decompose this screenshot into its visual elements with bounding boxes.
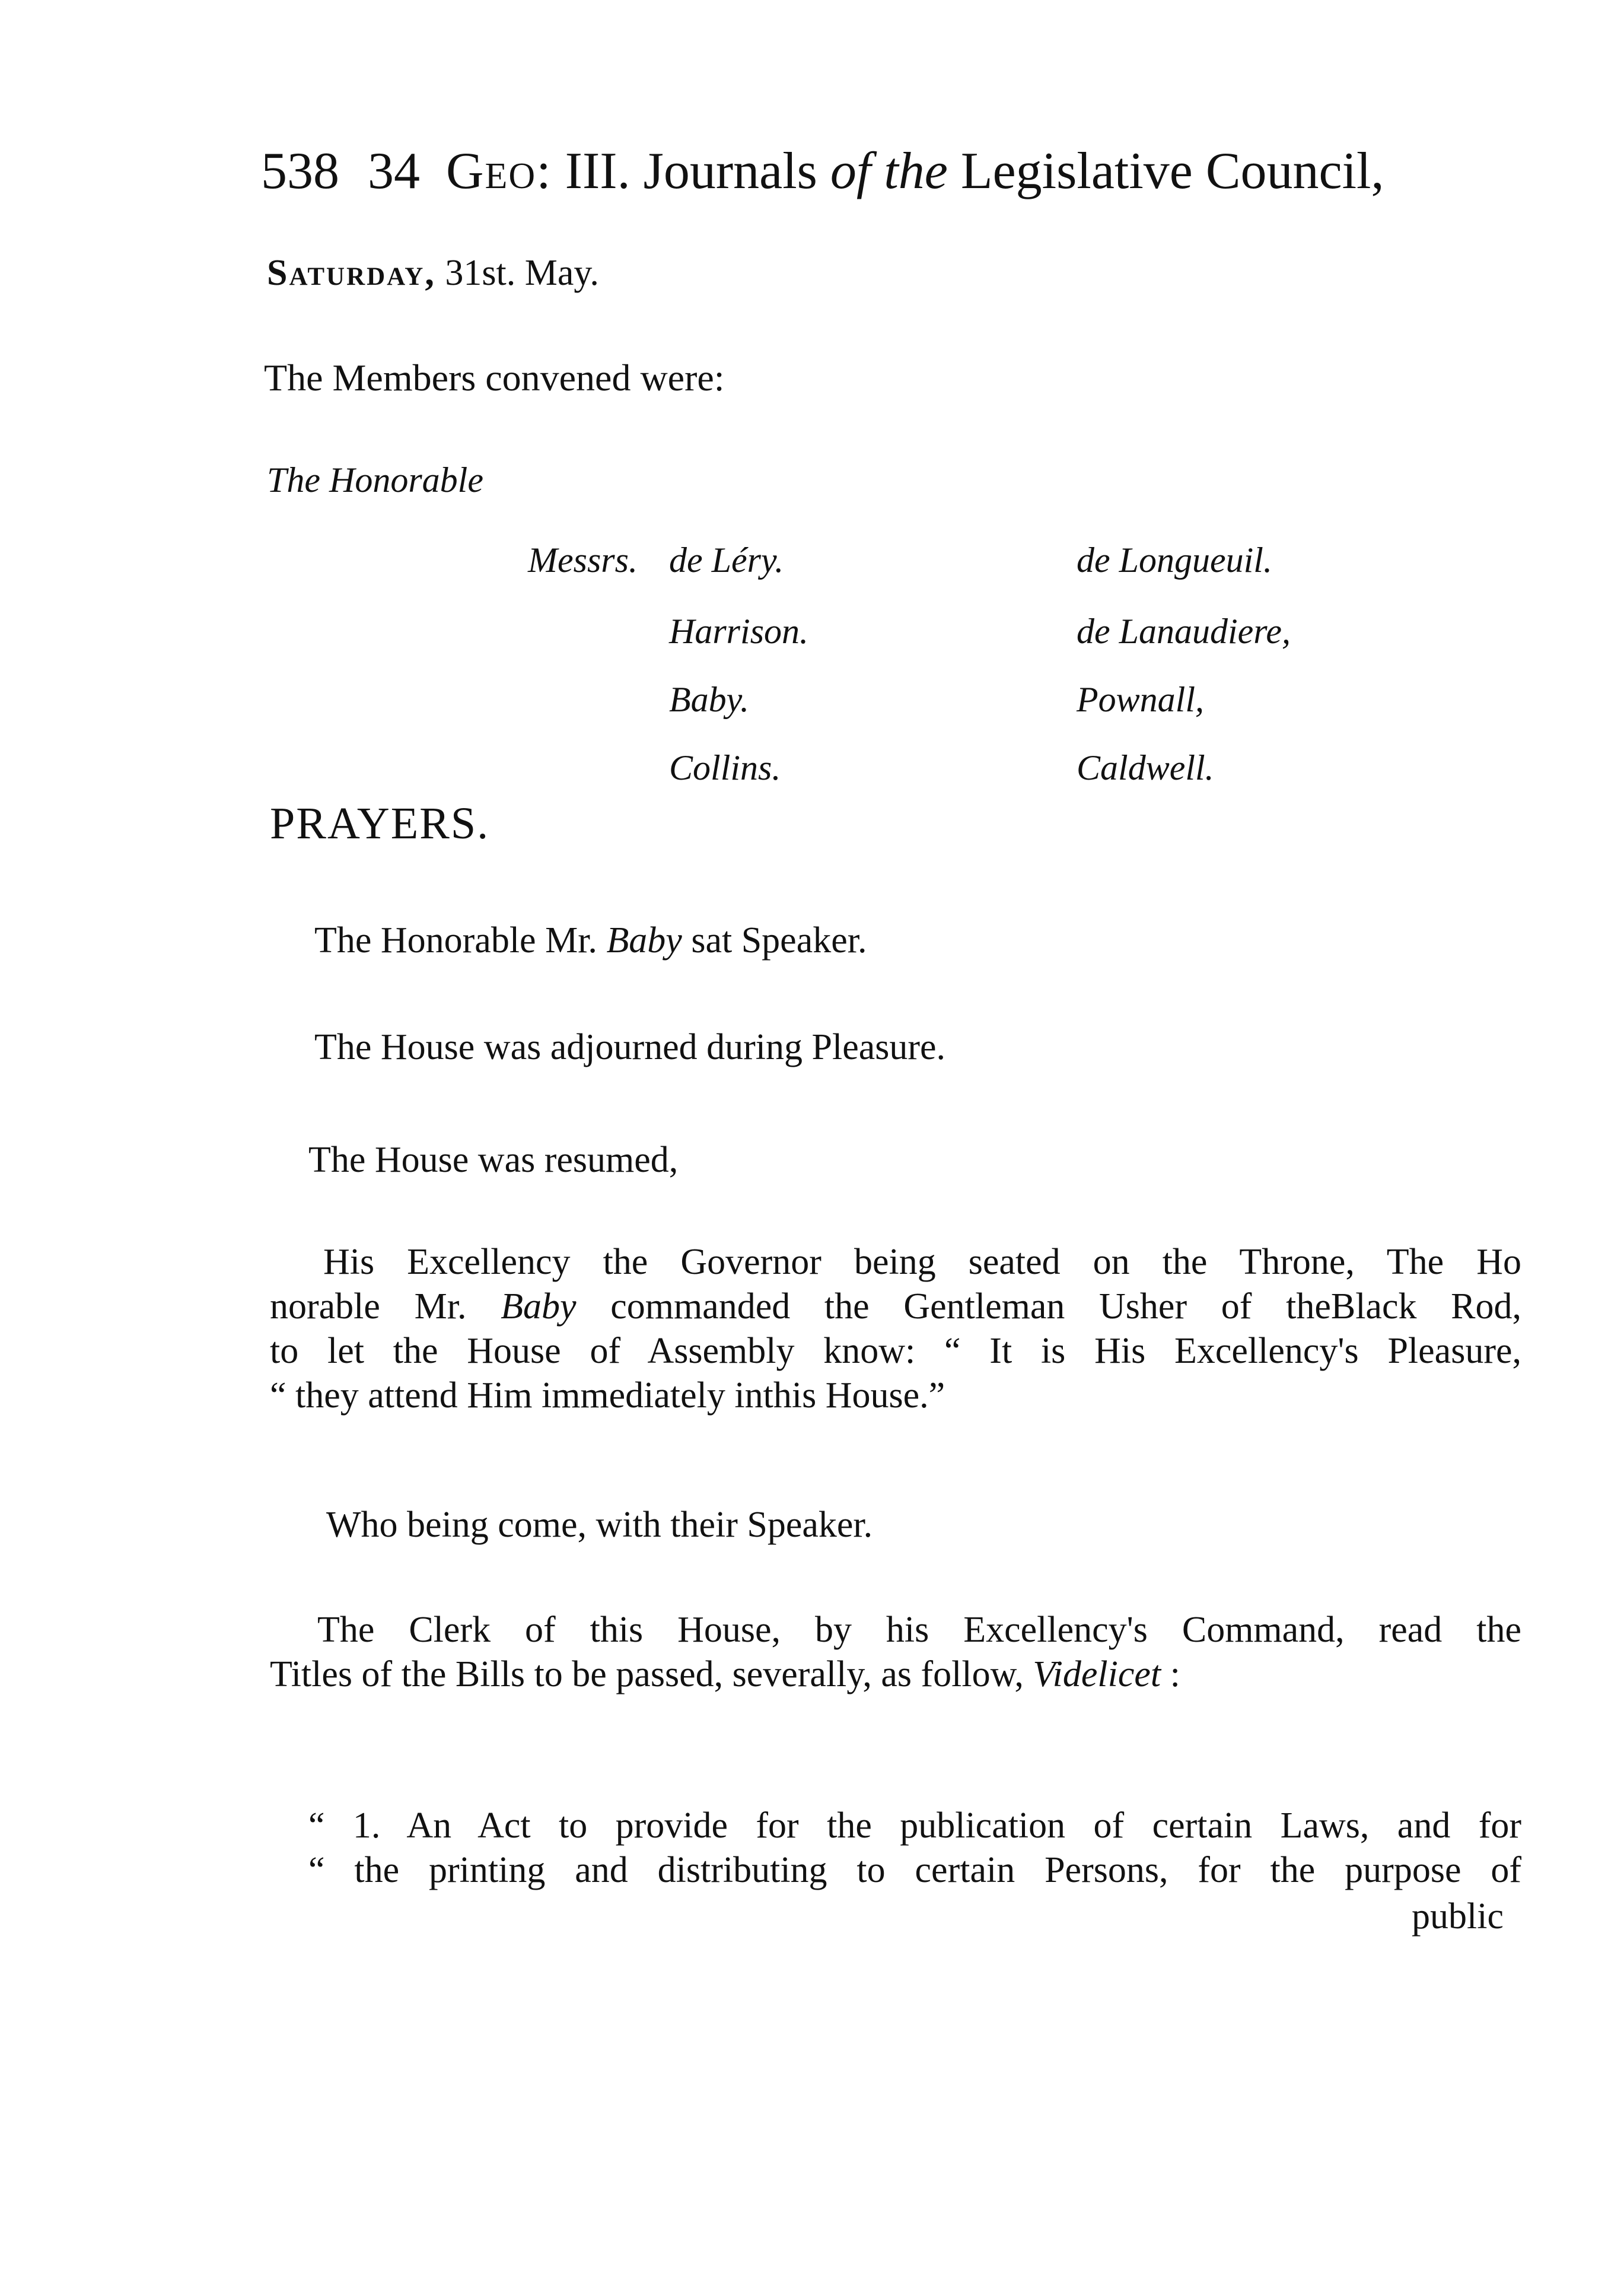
clerk-paragraph — [270, 1608, 1521, 1697]
member-name: Pownall, — [1077, 680, 1205, 719]
running-header — [261, 142, 1384, 200]
session-date-text: 31st. May. — [445, 253, 599, 293]
speaker-paragraph — [314, 920, 867, 962]
text-line — [270, 1285, 1521, 1329]
regnal-number: III. — [565, 142, 631, 200]
king-name: Geo: — [446, 142, 552, 200]
who-being-come-paragraph: Who being come, with their Speaker. — [326, 1505, 873, 1545]
act-paragraph — [308, 1804, 1521, 1893]
speaker-name: Baby — [606, 920, 682, 961]
journal-title-of: of the — [830, 142, 948, 200]
adjourned-paragraph: The House was adjourned during Pleasure. — [314, 1027, 946, 1067]
text-fragment: norable Mr. — [270, 1286, 501, 1327]
speaker-text-end: sat Speaker. — [682, 920, 867, 961]
catchword: public — [1412, 1896, 1504, 1937]
member-name: Harrison. — [669, 612, 809, 651]
member-name: de Léry. — [669, 540, 784, 580]
text-line: The Clerk of this House, by his Excellency's Command, read the — [317, 1610, 1521, 1650]
resumed-paragraph: The House was resumed, — [308, 1140, 679, 1180]
regnal-year: 34 — [368, 142, 420, 200]
member-name: Caldwell. — [1077, 748, 1214, 787]
videlicet: Videlicet — [1033, 1654, 1161, 1694]
journal-title-start: Journals — [643, 142, 817, 200]
member-name: Collins. — [669, 748, 781, 787]
member-name: Baby. — [669, 680, 749, 719]
speaker-name: Baby — [501, 1286, 577, 1327]
text-line: His Excellency the Governor being seated on the Throne, The Ho — [323, 1242, 1521, 1282]
members-heading: The Members convened were: — [264, 357, 725, 399]
text-line: “ they attend Him immediately inthis House.” — [270, 1375, 945, 1416]
text-line — [270, 1652, 1521, 1697]
session-day: Saturday, — [267, 253, 436, 293]
text-fragment: Titles of the Bills to be passed, severally, as follow, — [270, 1654, 1033, 1694]
text-line: “ 1. An Act to provide for the publication of certain Laws, and for — [308, 1805, 1521, 1846]
honorable-label: The Honorable — [267, 460, 483, 500]
governor-paragraph — [270, 1240, 1521, 1418]
text-fragment: : — [1161, 1654, 1180, 1694]
member-name: de Lanaudiere, — [1077, 612, 1291, 651]
page-number: 538 — [261, 142, 339, 200]
member-name: de Longueuil. — [1077, 540, 1272, 580]
prayers-heading: PRAYERS. — [270, 799, 490, 848]
journal-title-end: Legislative Council, — [960, 142, 1384, 200]
text-line: to let the House of Assembly know: “ It is His Excellency's Pleasure, — [270, 1331, 1521, 1371]
text-line: “ the printing and distributing to certain Persons, for the purpose of — [308, 1850, 1521, 1890]
speaker-text: The Honorable Mr. — [314, 920, 607, 961]
messrs-label: Messrs. — [528, 540, 638, 580]
text-fragment: commanded the Gentleman Usher of theBlack Rod, — [576, 1286, 1522, 1327]
session-date — [267, 252, 599, 294]
